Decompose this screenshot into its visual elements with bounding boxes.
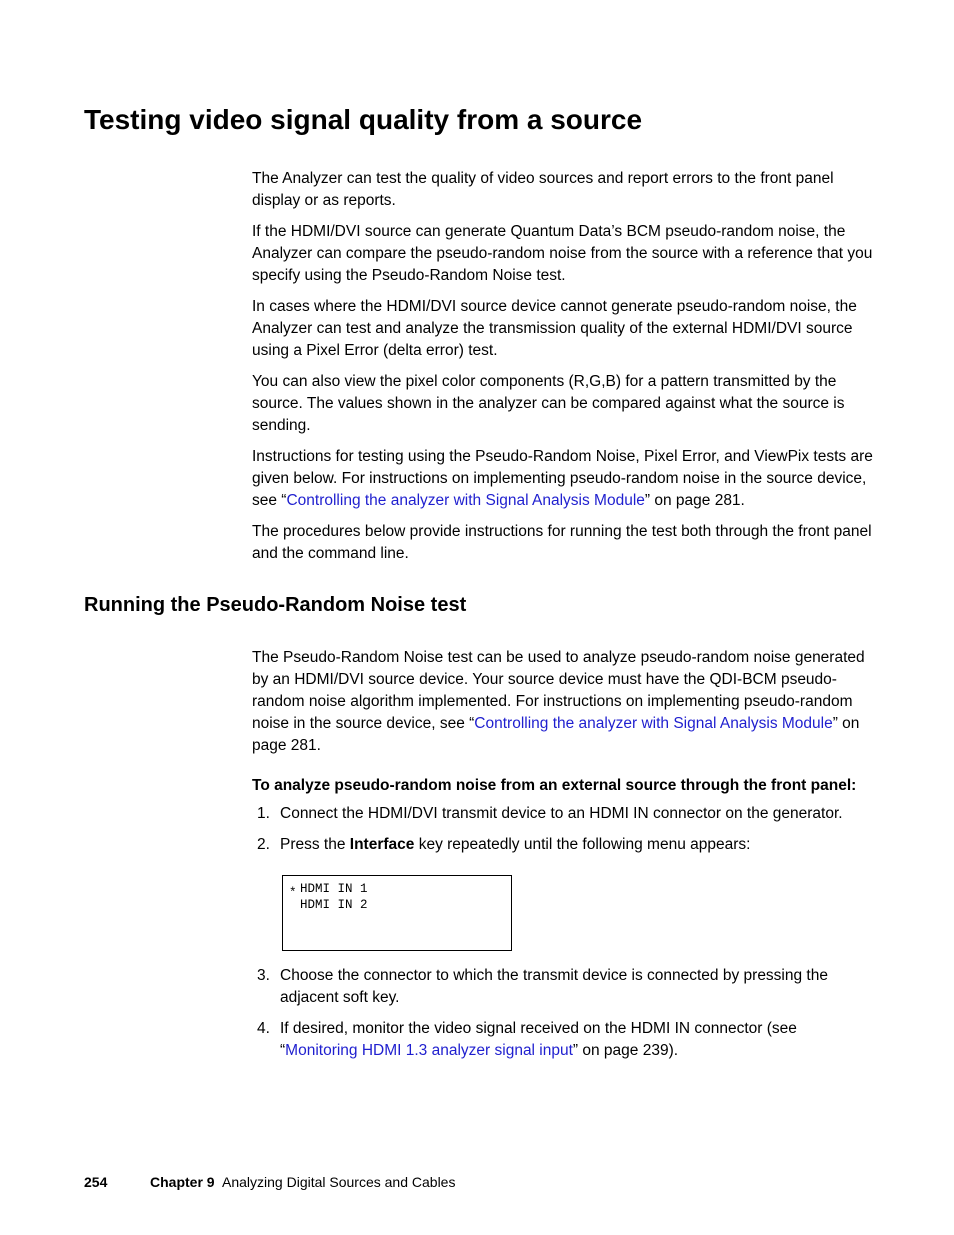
step-4-text-after: ” on page 239). — [572, 1042, 679, 1059]
menu-display-box — [282, 875, 512, 951]
intro-p5-text-before: Instructions for testing using the Pseudo-Random Noise, Pixel Error, and ViewPix tests are given below. For instructions on implementing pseudo-random noise in the source device, see “ — [252, 448, 873, 509]
step-2-text — [280, 834, 874, 856]
page-title: Testing video signal quality from a source — [84, 104, 643, 135]
section-paragraph-1 — [252, 647, 874, 757]
chapter-title: Analyzing Digital Sources and Cables — [222, 1174, 456, 1190]
link-controlling-analyzer-2[interactable]: Controlling the analyzer with Signal Analysis Module — [474, 715, 833, 732]
chapter-label: Chapter 9 — [150, 1174, 215, 1190]
step-2-number: 2. — [257, 836, 270, 853]
step-4-text-before: If desired, monitor the video signal received on the HDMI IN connector (see “ — [280, 1020, 797, 1059]
step-3-text: Choose the connector to which the transmit device is connected by pressing the adjacent soft key. — [280, 967, 828, 1006]
step-3-number: 3. — [257, 967, 270, 984]
section-p1-text-before: The Pseudo-Random Noise test can be used to analyze pseudo-random noise generated by an HDMI/DVI source device. Your source device must have the QDI-BCM pseudo-random noise algorithm implemented. For instructions on implementing pseudo-random noise in the source device, see “ — [252, 649, 865, 732]
selection-marker-icon: * — [289, 886, 297, 900]
step-2-text-after: key repeatedly until the following menu appears: — [414, 836, 751, 853]
intro-p5-text-after: ” on page 281. — [644, 492, 745, 509]
intro-paragraph-2: If the HDMI/DVI source can generate Quantum Data’s BCM pseudo-random noise, the Analyzer can compare the pseudo-random noise from the source with a reference that you specify using the Pseudo-Random Noise test. — [252, 223, 873, 284]
step-1-text: Connect the HDMI/DVI transmit device to an HDMI IN connector on the generator. — [280, 805, 843, 822]
intro-paragraph-6: The procedures below provide instructions for running the test both through the front panel and the command line. — [252, 523, 872, 562]
step-2-text-before: Press the — [280, 836, 350, 853]
intro-paragraph-1: The Analyzer can test the quality of video sources and report errors to the front panel display or as reports. — [252, 170, 834, 209]
procedure-title: To analyze pseudo-random noise from an external source through the front panel: — [252, 777, 857, 794]
step-3 — [252, 965, 874, 1009]
link-controlling-analyzer[interactable]: Controlling the analyzer with Signal Analysis Module — [286, 492, 645, 509]
menu-item-hdmi-in-2: HDMI IN 2 — [300, 898, 368, 912]
intro-paragraph-3: In cases where the HDMI/DVI source device cannot generate pseudo-random noise, the Analyzer can test and analyze the transmission quality of the external HDMI/DVI source using a Pixel Error (delta error) test. — [252, 298, 857, 359]
menu-item-hdmi-in-1: HDMI IN 1 — [300, 882, 368, 896]
intro-paragraph-4: You can also view the pixel color components (R,G,B) for a pattern transmitted by the source. The values shown in the analyzer can be compared against what the source is sending. — [252, 373, 845, 434]
step-4 — [252, 1018, 874, 1062]
step-1 — [252, 803, 874, 825]
step-4-number: 4. — [257, 1020, 270, 1037]
page-footer — [84, 1173, 456, 1191]
step-4-text — [280, 1018, 874, 1062]
intro-paragraph-5 — [252, 446, 874, 512]
step-2 — [252, 834, 874, 856]
link-monitoring-hdmi[interactable]: Monitoring HDMI 1.3 analyzer signal input — [285, 1042, 573, 1059]
section-heading: Running the Pseudo-Random Noise test — [84, 594, 467, 616]
interface-key-label: Interface — [349, 836, 415, 853]
page-number: 254 — [84, 1174, 108, 1190]
step-1-number: 1. — [257, 805, 270, 822]
section-p1-text-after: ” on page 281. — [252, 715, 860, 754]
